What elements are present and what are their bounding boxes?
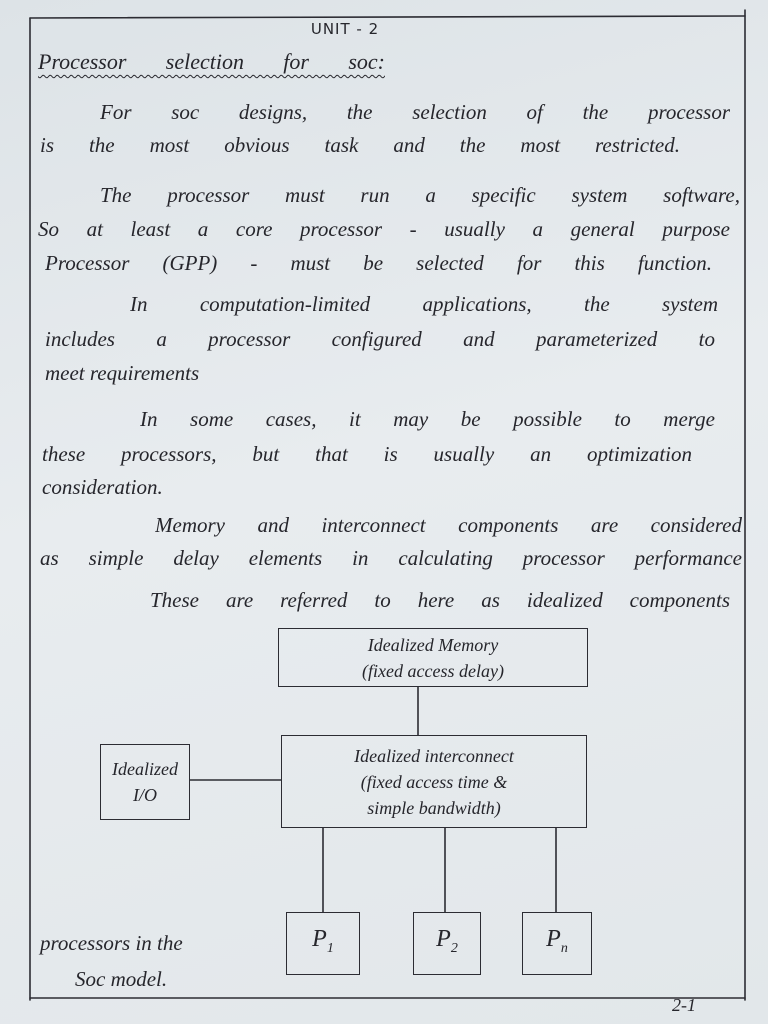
io-title: Idealized xyxy=(112,759,178,779)
processor-pn-label xyxy=(546,926,568,962)
processor-p1-base: P xyxy=(312,925,327,952)
memory-note: (fixed access delay) xyxy=(362,660,504,681)
paragraph-4-line-1: In some cases, it may be possible to merge xyxy=(140,407,715,431)
processor-p2-sub: 2 xyxy=(450,940,458,956)
unit-header: UNIT - 2 xyxy=(310,20,380,38)
io-label: I/O xyxy=(133,785,157,805)
paragraph-4-line-3: consideration. xyxy=(42,475,163,499)
processor-p2-label xyxy=(436,926,458,962)
processor-pn-sub: n xyxy=(560,940,568,956)
paragraph-2-line-2: So at least a core processor - usually a general purpose xyxy=(38,217,730,241)
idealized-io-box xyxy=(100,744,190,820)
paragraph-3-line-2: includes a processor configured and parameterized to xyxy=(45,327,715,351)
processor-p1-sub: 1 xyxy=(326,940,334,956)
paragraph-3-line-3: meet requirements xyxy=(45,361,200,385)
paragraph-5-line-2: as simple delay elements in calculating processor performance xyxy=(40,546,742,570)
page-number: 2-1 xyxy=(672,995,696,1015)
processor-p1-label xyxy=(312,926,334,962)
paragraph-2-line-3: Processor (GPP) - must be selected for this function. xyxy=(45,251,712,275)
idealized-memory-box xyxy=(278,628,588,687)
processor-p2-base: P xyxy=(436,925,451,952)
processor-pn-box xyxy=(522,912,592,975)
paragraph-1-line-2: is the most obvious task and the most restricted. xyxy=(40,133,680,157)
section-heading: Processor selection for soc: xyxy=(38,49,385,74)
interconnect-title: Idealized interconnect xyxy=(354,745,514,766)
processor-pn-base: P xyxy=(546,925,561,952)
processor-p1-box xyxy=(286,912,360,975)
paragraph-1-line-1: For soc designs, the selection of the processor xyxy=(100,100,730,124)
interconnect-note-line-2: simple bandwidth) xyxy=(367,797,501,818)
frame-top-border xyxy=(30,16,745,18)
paragraph-6-line-1: These are referred to here as idealized components xyxy=(150,588,730,612)
paragraph-2-line-1: The processor must run a specific system software, xyxy=(100,183,740,207)
paragraph-3-line-1: In computation-limited applications, the system xyxy=(130,292,718,316)
diagram-caption-line-2: Soc model. xyxy=(75,967,168,991)
interconnect-note-line-1: (fixed access time & xyxy=(360,771,508,792)
memory-title: Idealized Memory xyxy=(367,634,499,655)
processor-p2-box xyxy=(413,912,481,975)
idealized-interconnect-box xyxy=(281,735,587,828)
paragraph-4-line-2: these processors, but that is usually an optimization xyxy=(42,442,692,466)
diagram-caption-line-1: processors in the xyxy=(40,931,183,955)
paragraph-5-line-1: Memory and interconnect components are considered xyxy=(155,513,742,537)
